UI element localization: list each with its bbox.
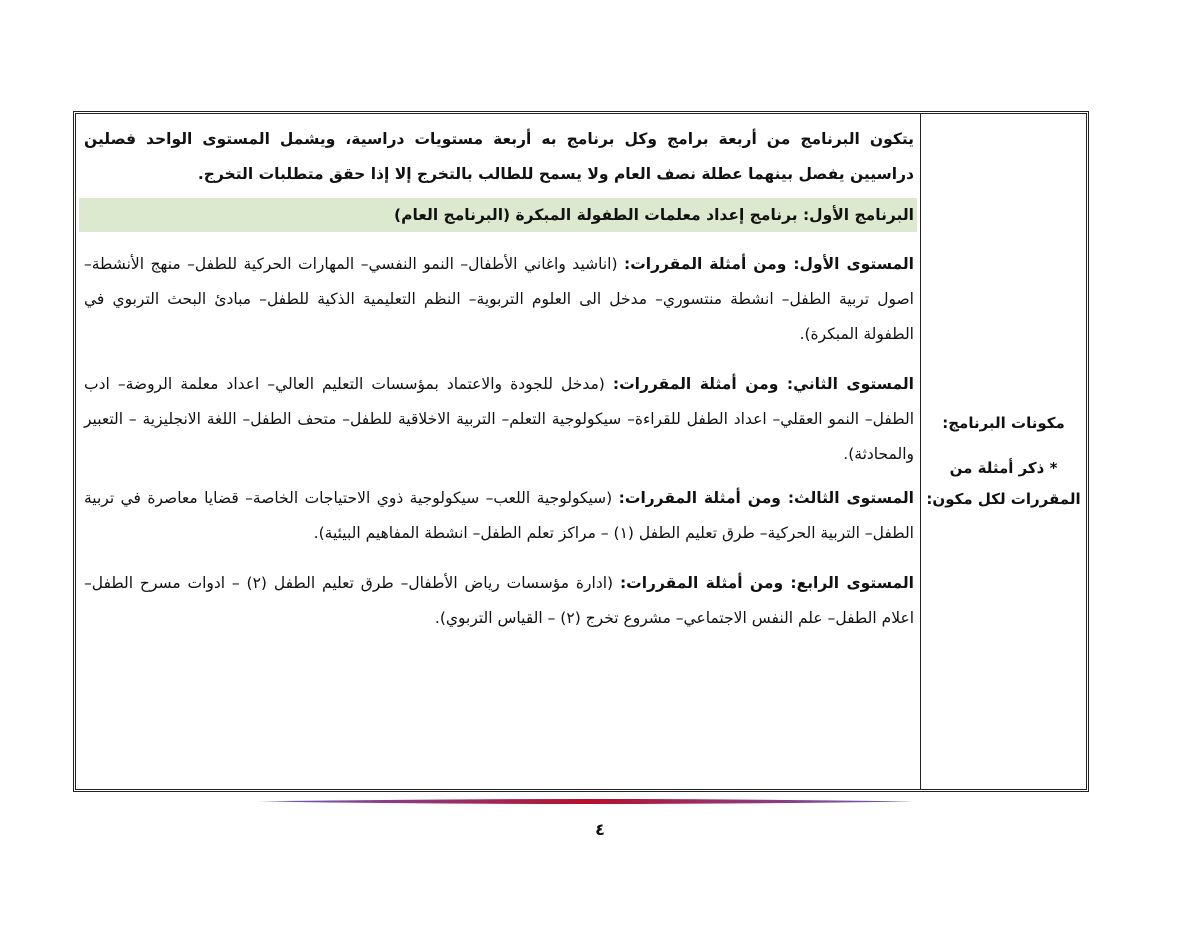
side-title: مكونات البرنامج: [942, 414, 1065, 432]
side-note-line-2: المقررات لكل مكون: [926, 490, 1081, 508]
level-1-paragraph [84, 247, 914, 352]
page-number: ٤ [595, 820, 605, 839]
program-heading: البرنامج الأول: برنامج إعداد معلمات الطفولة المبكرة (البرنامج العام) [79, 198, 917, 232]
footer-divider [258, 798, 914, 805]
level-1-courses: (اناشيد واغاني الأطفال– النمو النفسي– المهارات الحركية للطفل– منهج الأنشطة– اصول تربية الطفل– انشطة منتسوري– مدخل الى العلوم التربوية– النظم التعليمية الذكية للطفل– مبادئ البحث التربوي في الطفولة المبكرة). [84, 255, 914, 343]
side-note-line-1: * ذكر أمثلة من [949, 459, 1058, 477]
level-3-paragraph [84, 481, 914, 551]
level-4-label: المستوى الرابع: ومن أمثلة المقررات: [619, 574, 914, 592]
level-2-courses: (مدخل للجودة والاعتماد بمؤسسات التعليم العالي– اعداد معلمة الروضة– ادب الطفل– النمو العقلي– اعداد الطفل للقراءة– سيكولوجية التعلم– التربية الاخلاقية للطفل– متحف الطفل– اللغة الانجليزية – التعبير والمحادثة). [84, 375, 914, 463]
content-cell [76, 114, 920, 789]
level-3-courses: (سيكولوجية اللعب– سيكولوجية ذوي الاحتياجات الخاصة– قضايا معاصرة في تربية الطفل– التربية الحركية– طرق تعليم الطفل (١) – مراكز تعلم الطفل– انشطة المفاهيم البيئية). [84, 489, 914, 542]
level-3-label: المستوى الثالث: ومن أمثلة المقررات: [618, 489, 914, 507]
side-label-cell [920, 114, 1086, 789]
program-components-table [73, 111, 1089, 792]
level-4-paragraph [84, 566, 914, 636]
level-4-courses: (ادارة مؤسسات رياض الأطفال– طرق تعليم الطفل (٢) – ادوات مسرح الطفل– اعلام الطفل– علم النفس الاجتماعي– مشروع تخرج (٢) – القياس التربوي). [84, 574, 914, 627]
intro-paragraph: يتكون البرنامج من أربعة برامج وكل برنامج به أربعة مستويات دراسية، ويشمل المستوى الواحد فصلين دراسيين يفصل بينهما عطلة نصف العام ولا يسمح للطالب بالتخرج إلا إذا حقق متطلبات التخرج. [84, 130, 914, 183]
level-2-label: المستوى الثاني: ومن أمثلة المقررات: [612, 375, 914, 393]
level-2-paragraph [84, 367, 914, 472]
level-1-label: المستوى الأول: ومن أمثلة المقررات: [624, 255, 914, 273]
